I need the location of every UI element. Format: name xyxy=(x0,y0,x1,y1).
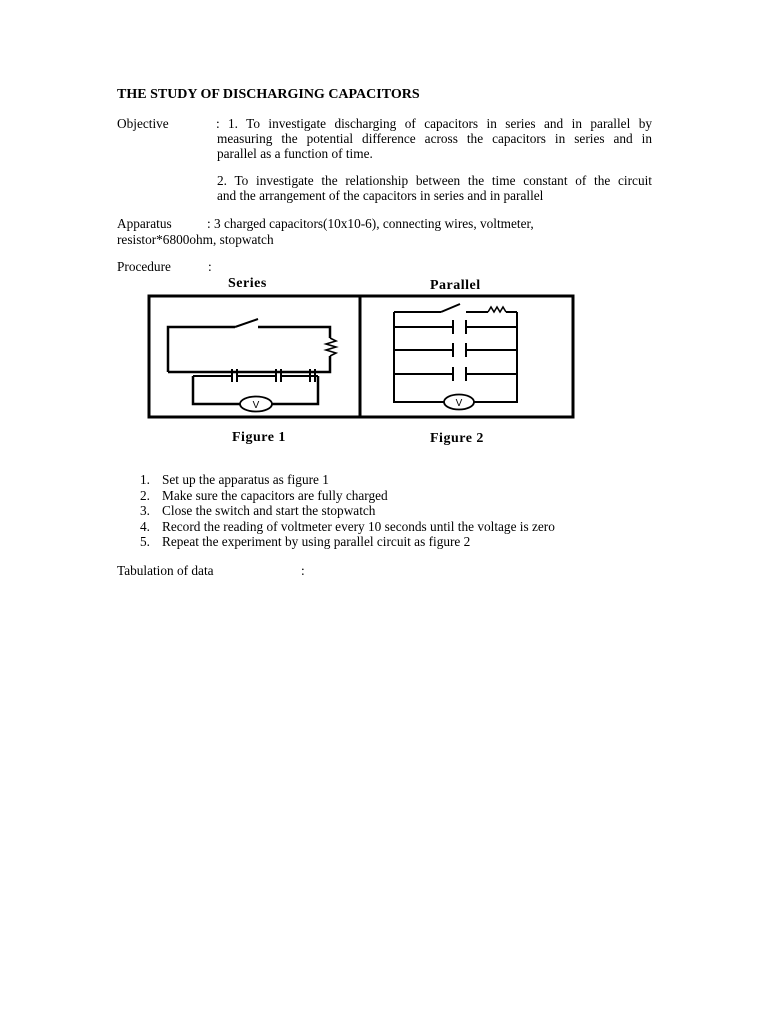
apparatus-line1: : 3 charged capacitors(10x10-6), connecting wires, voltmeter, xyxy=(207,216,534,231)
parallel-circuit xyxy=(394,304,517,410)
objective-item1-line1: 1. To investigate discharging of capacitors in series and in parallel by xyxy=(228,116,652,131)
apparatus-line2: resistor*6800ohm, stopwatch xyxy=(117,232,274,247)
series-label: Series xyxy=(228,276,267,291)
series-switch xyxy=(235,319,258,327)
procedure-colon: : xyxy=(208,259,212,274)
step-number: 2. xyxy=(140,487,150,503)
list-item xyxy=(140,472,555,488)
procedure-steps xyxy=(140,472,555,550)
objective-item1-line2: measuring the potential difference across the capacitors in series and in xyxy=(217,131,652,146)
step-number: 5. xyxy=(140,534,150,550)
step-text: Repeat the experiment by using parallel circuit as figure 2 xyxy=(162,534,471,550)
objective-item2-line2: and the arrangement of the capacitors in series and in parallel xyxy=(217,188,544,203)
circuit-figure xyxy=(140,270,580,450)
tabulation-label: Tabulation of data xyxy=(117,563,214,578)
parallel-resistor xyxy=(488,307,506,312)
figure1-caption: Figure 1 xyxy=(232,430,286,445)
step-text: Make sure the capacitors are fully charged xyxy=(162,487,388,503)
list-item xyxy=(140,503,555,519)
parallel-switch xyxy=(441,304,460,312)
series-resistor xyxy=(326,338,336,356)
objective-item2-line1: 2. To investigate the relationship between the time constant of the circuit xyxy=(217,173,652,188)
list-item xyxy=(140,488,555,504)
step-number: 1. xyxy=(140,472,150,487)
tabulation-colon: : xyxy=(301,563,305,578)
objective-label: Objective xyxy=(117,116,169,131)
series-voltmeter-symbol: V xyxy=(252,400,260,411)
objective-item1-line3: parallel as a function of time. xyxy=(217,146,373,161)
step-text: Set up the apparatus as figure 1 xyxy=(162,472,329,487)
series-circuit xyxy=(168,319,336,412)
document-title: THE STUDY OF DISCHARGING CAPACITORS xyxy=(117,87,420,102)
figure2-caption: Figure 2 xyxy=(430,431,484,446)
step-number: 4. xyxy=(140,518,150,534)
list-item xyxy=(140,519,555,535)
list-item xyxy=(140,534,555,550)
step-number: 3. xyxy=(140,503,150,519)
step-text: Close the switch and start the stopwatch xyxy=(162,503,376,519)
parallel-label: Parallel xyxy=(430,278,481,293)
procedure-label: Procedure xyxy=(117,259,171,274)
parallel-capacitors xyxy=(453,320,466,381)
objective-colon: : xyxy=(216,116,220,131)
step-text: Record the reading of voltmeter every 10 seconds until the voltage is zero xyxy=(162,518,555,534)
apparatus-label: Apparatus xyxy=(117,216,172,231)
parallel-voltmeter-symbol: V xyxy=(455,398,463,409)
